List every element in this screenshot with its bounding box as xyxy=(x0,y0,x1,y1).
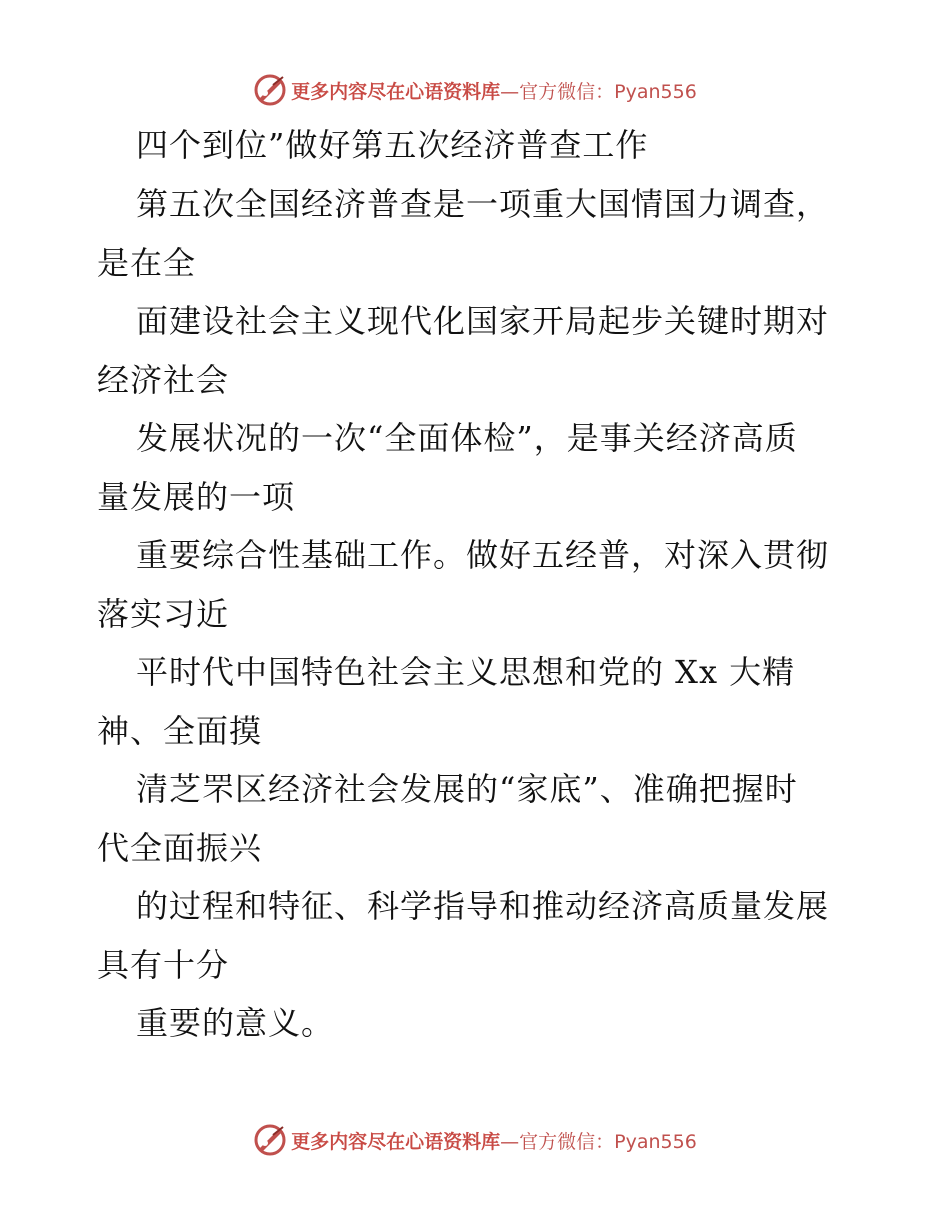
doc-line: 落实习近 xyxy=(97,595,230,633)
doc-line: 发展状况的一次“全面体检”，是事关经济高质 xyxy=(136,419,798,457)
doc-line: 神、全面摸 xyxy=(97,712,263,750)
doc-line: 是在全 xyxy=(97,244,197,282)
doc-line: 的过程和特征、科学指导和推动经济高质量发展 xyxy=(136,887,830,925)
doc-line: 重要的意义。 xyxy=(136,1004,335,1042)
footer-watermark-banner xyxy=(0,1120,950,1160)
quill-logo-icon xyxy=(253,1123,287,1157)
doc-line: 四个到位”做好第五次经济普查工作 xyxy=(136,126,649,164)
doc-line: 面建设社会主义现代化国家开局起步关键时期对 xyxy=(136,302,830,340)
doc-line: 第五次全国经济普查是一项重大国情国力调查， xyxy=(136,185,830,223)
doc-line: 具有十分 xyxy=(97,946,230,984)
doc-line: 代全面振兴 xyxy=(97,829,263,867)
banner-text: 更多内容尽在心语资料库—官方微信：Pyan556 xyxy=(291,80,697,103)
banner-text: 更多内容尽在心语资料库—官方微信：Pyan556 xyxy=(291,1130,697,1153)
doc-line: 平时代中国特色社会主义思想和党的 Xx 大精 xyxy=(136,653,796,691)
doc-line: 经济社会 xyxy=(97,361,230,399)
doc-line: 重要综合性基础工作。做好五经普，对深入贯彻 xyxy=(136,536,830,574)
doc-line: 清芝罘区经济社会发展的“家底”、准确把握时 xyxy=(136,770,798,808)
doc-line: 量发展的一项 xyxy=(97,478,296,516)
